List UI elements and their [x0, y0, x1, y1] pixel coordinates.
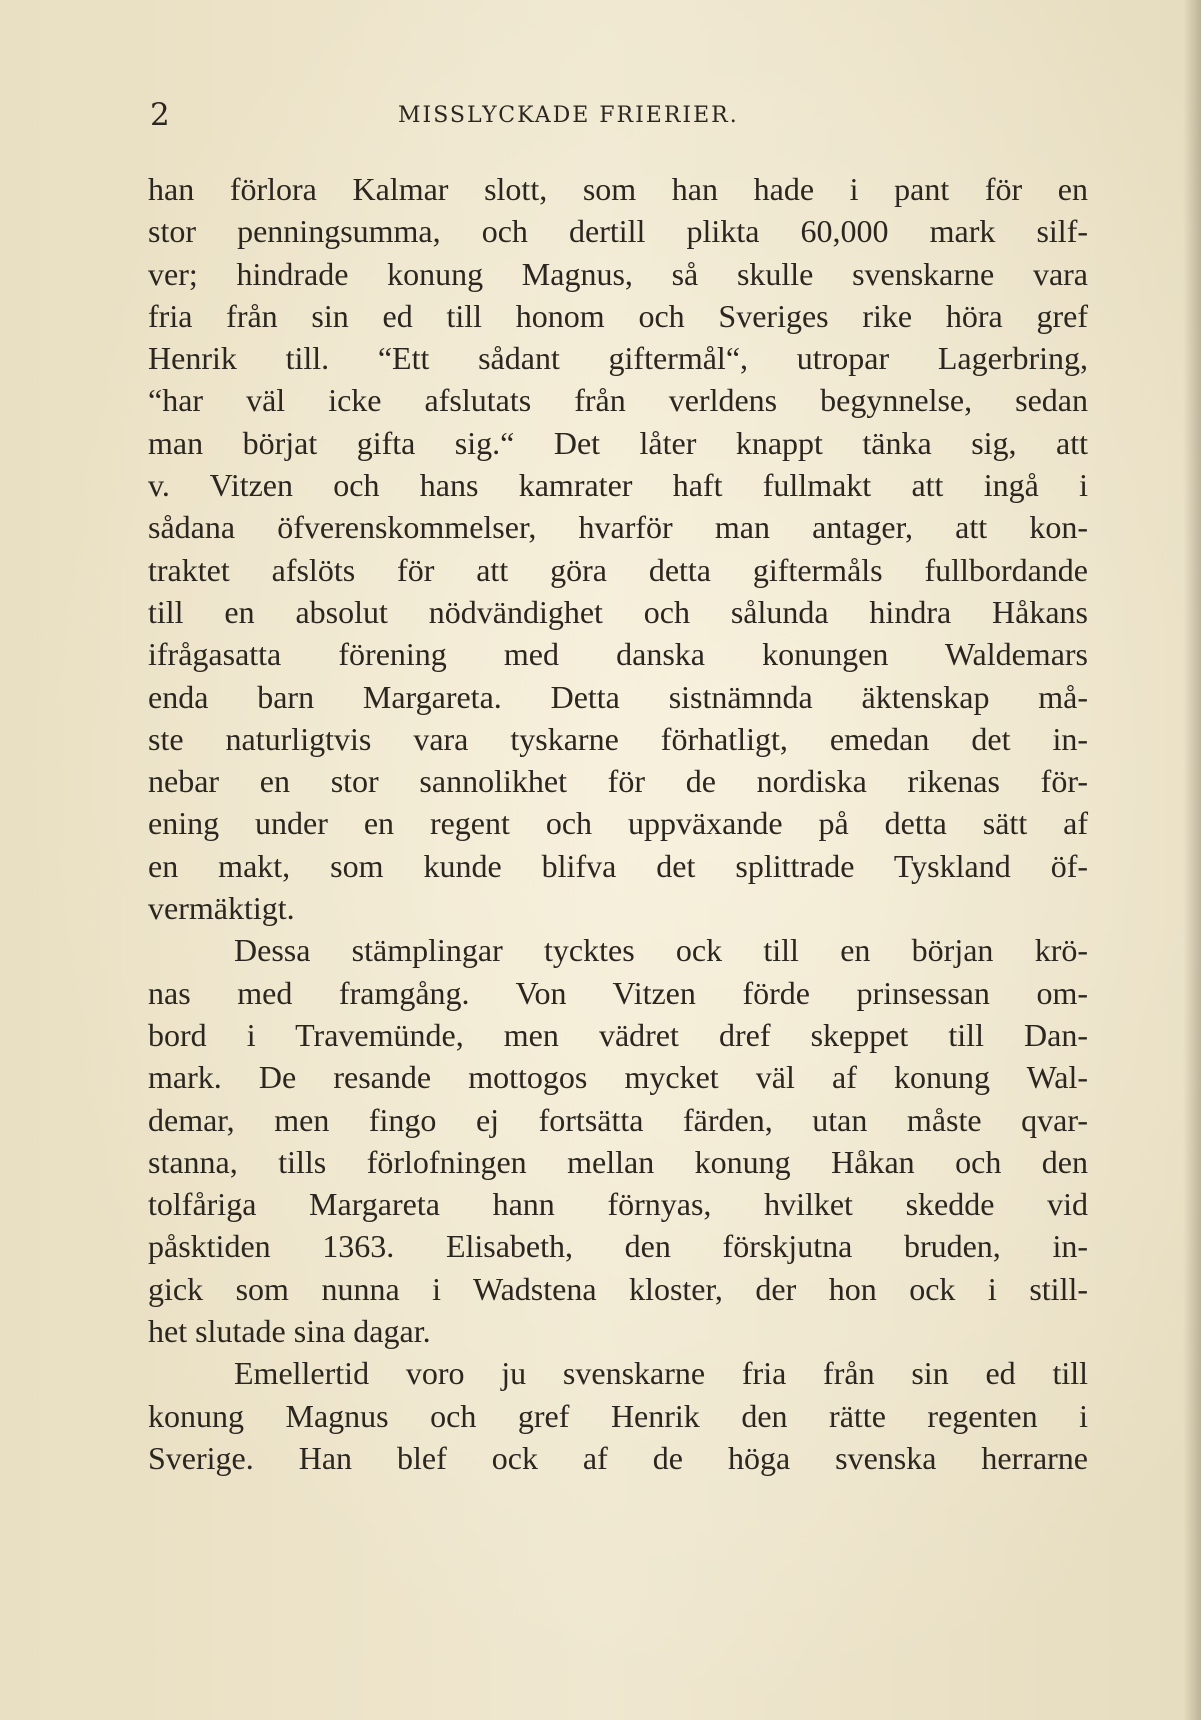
text-line: tolfåriga Margareta hann förnyas, hvilket skedde vid: [148, 1186, 1088, 1223]
text-line: enda barn Margareta. Detta sistnämnda äktenskap må-: [148, 678, 1088, 715]
text-line: v. Vitzen och hans kamrater haft fullmakt att ingå i: [148, 467, 1088, 504]
text-line: sådana öfverenskommelser, hvarför man antager, att kon-: [148, 509, 1088, 546]
text-line: nebar en stor sannolikhet för de nordiska rikenas för-: [148, 763, 1088, 800]
text-line: Sverige. Han blef ock af de höga svenska herrarne: [148, 1439, 1088, 1476]
text-line: till en absolut nödvändighet och sålunda hindra Håkans: [148, 593, 1088, 630]
text-line: ver; hindrade konung Magnus, så skulle svenskarne vara: [148, 255, 1088, 292]
text-line: man börjat gifta sig.“ Det låter knappt tänka sig, att: [148, 424, 1088, 461]
text-line: “har väl icke afslutats från verldens begynnelse, sedan: [148, 382, 1088, 419]
text-line: Henrik till. “Ett sådant giftermål“, utropar Lagerbring,: [148, 340, 1088, 377]
text-line: stor penningsumma, och dertill plikta 60,000 mark silf-: [148, 213, 1088, 250]
text-line: traktet afslöts för att göra detta giftermåls fullbordande: [148, 551, 1088, 588]
page-edge-shadow: [1183, 0, 1201, 1720]
text-line: fria från sin ed till honom och Sveriges rike höra gref: [148, 297, 1088, 334]
text-line: bord i Travemünde, men vädret dref skeppet till Dan-: [148, 1016, 1088, 1053]
body-text: [148, 168, 1088, 1479]
page-number: 2: [150, 97, 170, 133]
text-line: han förlora Kalmar slott, som han hade i pant för en: [148, 171, 1088, 207]
text-line: Emellertid voro ju svenskarne fria från sin ed till: [234, 1355, 1088, 1392]
text-line: stanna, tills förlofningen mellan konung Håkan och den: [148, 1143, 1088, 1180]
text-line: nas med framgång. Von Vitzen förde prinsessan om-: [148, 974, 1088, 1011]
text-line: ening under en regent och uppväxande på detta sätt af: [148, 805, 1088, 842]
text-line: en makt, som kunde blifva det splittrade Tyskland öf-: [148, 847, 1088, 884]
text-line: konung Magnus och gref Henrik den rätte regenten i: [148, 1397, 1088, 1434]
running-title: MISSLYCKADE FRIERIER.: [398, 103, 739, 128]
page-header: [150, 95, 1100, 135]
text-line: gick som nunna i Wadstena kloster, der hon ock i still-: [148, 1270, 1088, 1307]
text-line: ste naturligtvis vara tyskarne förhatligt, emedan det in-: [148, 720, 1088, 757]
text-line: vermäktigt.: [148, 890, 295, 927]
text-line: demar, men fingo ej fortsätta färden, utan måste qvar-: [148, 1101, 1088, 1138]
text-line: påsktiden 1363. Elisabeth, den förskjutna bruden, in-: [148, 1228, 1088, 1265]
text-line: mark. De resande mottogos mycket väl af konung Wal-: [148, 1059, 1088, 1096]
text-line: ifrågasatta förening med danska konungen Waldemars: [148, 636, 1088, 673]
text-line: Dessa stämplingar tycktes ock till en början krö-: [234, 932, 1088, 969]
text-line: het slutade sina dagar.: [148, 1313, 431, 1350]
